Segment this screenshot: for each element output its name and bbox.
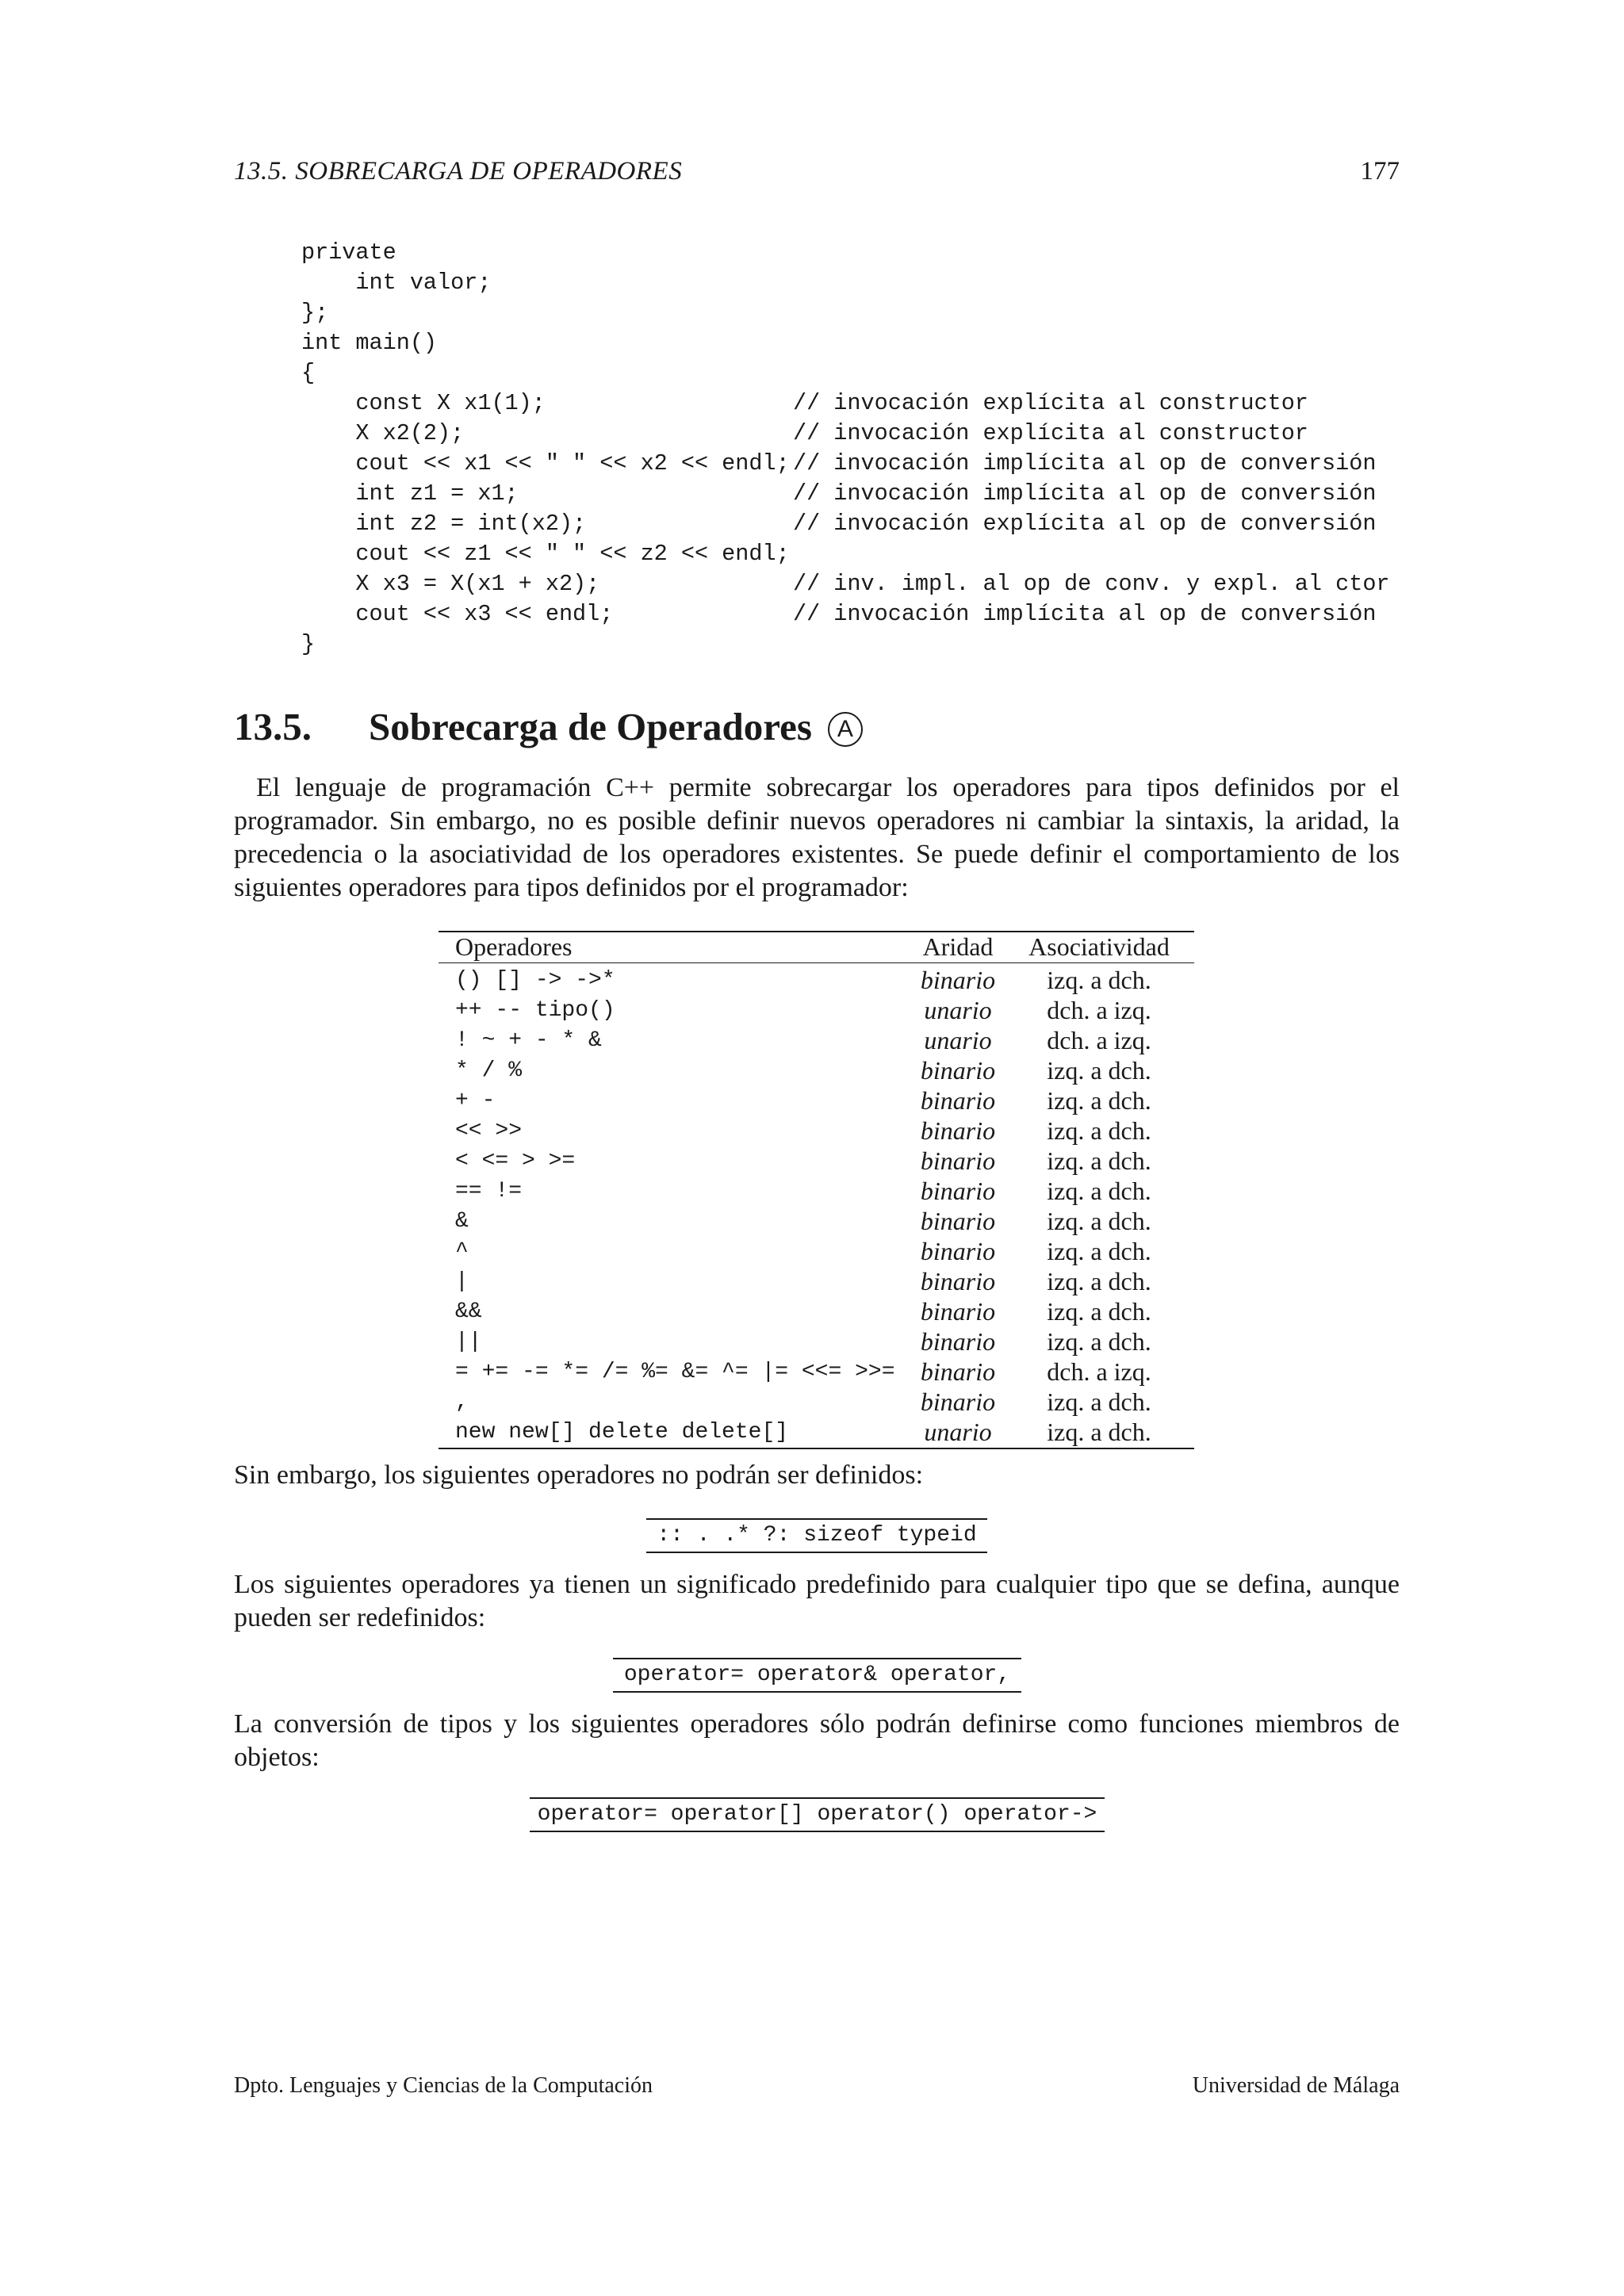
table-row	[439, 1267, 1194, 1297]
associativity-cell: izq. a dch.	[1047, 1116, 1151, 1145]
code-statement: int z2 = int(x2);	[301, 511, 587, 537]
associativity-cell: dch. a izq.	[1047, 1357, 1151, 1386]
code-statement: };	[301, 300, 329, 326]
arity-cell: binario	[920, 1086, 996, 1115]
code-statement: private	[301, 239, 396, 266]
page-number: 177	[1360, 157, 1400, 186]
arity-cell: binario	[920, 1237, 996, 1265]
header-associativity: Asociatividad	[1028, 932, 1170, 961]
members-only-operators-list: operator= operator[] operator() operator->	[530, 1797, 1105, 1832]
associativity-cell: izq. a dch.	[1047, 1267, 1151, 1295]
associativity-cell: izq. a dch.	[1047, 1207, 1151, 1235]
arity-cell: unario	[924, 1418, 992, 1446]
operator-cell: |	[455, 1269, 469, 1294]
operator-cell: &	[455, 1209, 469, 1234]
table-row	[439, 1297, 1194, 1327]
code-comment: // invocación explícita al op de conversión	[793, 511, 1377, 537]
arity-cell: unario	[924, 996, 992, 1024]
operator-cell: ,	[455, 1390, 469, 1414]
table-row	[439, 1207, 1194, 1237]
arity-cell: binario	[920, 1387, 996, 1416]
table-row	[439, 996, 1194, 1026]
operator-cell: ||	[455, 1330, 482, 1354]
code-statement: cout << x3 << endl;	[301, 601, 614, 627]
code-statement: const X x1(1);	[301, 390, 546, 416]
code-statement: cout << x1 << " " << x2 << endl;	[301, 450, 790, 476]
code-comment: // invocación implícita al op de conversión	[793, 450, 1377, 476]
arity-cell: binario	[920, 1207, 996, 1235]
operator-cell: << >>	[455, 1119, 523, 1143]
table-row	[439, 1086, 1194, 1116]
associativity-cell: izq. a dch.	[1047, 966, 1151, 994]
code-statement: int valor;	[301, 270, 492, 296]
arity-cell: binario	[920, 1267, 996, 1295]
code-statement: int main()	[301, 330, 438, 356]
table-row	[439, 1177, 1194, 1207]
associativity-cell: izq. a dch.	[1047, 1297, 1151, 1326]
operator-cell: () [] -> ->*	[455, 968, 615, 993]
predefined-paragraph: Los siguientes operadores ya tienen un significado predefinido para cualquier tipo que se defina, aunque pueden ser redefinidos:	[234, 1570, 1400, 1632]
operator-cell: &&	[455, 1299, 482, 1324]
code-comment: // invocación implícita al op de conversión	[793, 601, 1377, 627]
table-row	[439, 966, 1194, 996]
table-row	[439, 1116, 1194, 1146]
table-row	[439, 1026, 1194, 1056]
predefined-operators-list: operator= operator& operator,	[613, 1658, 1021, 1693]
operator-cell: ! ~ + - * &	[455, 1028, 602, 1053]
arity-cell: binario	[920, 1327, 996, 1356]
arity-cell: binario	[920, 1056, 996, 1085]
table-body	[439, 966, 1194, 1448]
code-statement: int z1 = x1;	[301, 480, 519, 507]
table-row	[439, 1357, 1194, 1387]
arity-cell: binario	[920, 1297, 996, 1326]
associativity-cell: dch. a izq.	[1047, 996, 1151, 1024]
operator-cell: = += -= *= /= %= &= ^= |= <<= >>=	[455, 1360, 895, 1384]
table-row	[439, 1146, 1194, 1177]
associativity-cell: izq. a dch.	[1047, 1056, 1151, 1085]
table-row	[439, 1418, 1194, 1448]
operators-table	[439, 931, 1194, 1449]
code-statement: X x3 = X(x1 + x2);	[301, 571, 600, 597]
table-header-row	[439, 932, 1194, 963]
associativity-cell: dch. a izq.	[1047, 1026, 1151, 1054]
arity-cell: unario	[924, 1026, 992, 1054]
operator-cell: * / %	[455, 1058, 523, 1083]
associativity-cell: izq. a dch.	[1047, 1086, 1151, 1115]
arity-cell: binario	[920, 1116, 996, 1145]
non-definable-operators-list: :: . .* ?: sizeof typeid	[646, 1518, 987, 1553]
code-comment: // invocación explícita al constructor	[793, 420, 1308, 446]
footer-department: Dpto. Lenguajes y Ciencias de la Computación	[234, 2073, 653, 2098]
code-comment: // invocación implícita al op de conversión	[793, 480, 1377, 507]
code-statement: }	[301, 631, 316, 657]
associativity-cell: izq. a dch.	[1047, 1327, 1151, 1356]
associativity-cell: izq. a dch.	[1047, 1418, 1151, 1446]
advanced-badge-icon: A	[828, 712, 863, 747]
intro-paragraph: El lenguaje de programación C++ permite sobrecargar los operadores para tipos definidos por el programador. Sin embargo, no es posible definir nuevos operadores ni cambiar la sintaxis, la aridad, la precedencia o la asociatividad de los operadores existentes. Se puede definir el comportamiento de los siguientes operadores para tipos definidos por el programador:	[234, 773, 1400, 902]
header-arity: Aridad	[922, 932, 994, 961]
code-statement: X x2(2);	[301, 420, 465, 446]
associativity-cell: izq. a dch.	[1047, 1146, 1151, 1175]
arity-cell: binario	[920, 1357, 996, 1386]
header-operators: Operadores	[455, 932, 573, 961]
arity-cell: binario	[920, 1146, 996, 1175]
table-row	[439, 1327, 1194, 1357]
associativity-cell: izq. a dch.	[1047, 1387, 1151, 1416]
running-title: 13.5. SOBRECARGA DE OPERADORES	[234, 157, 683, 186]
section-number: 13.5.	[234, 705, 312, 748]
code-comment: // invocación explícita al constructor	[793, 390, 1308, 416]
non-definable-paragraph: Sin embargo, los siguientes operadores no podrán ser definidos:	[234, 1460, 924, 1490]
associativity-cell: izq. a dch.	[1047, 1177, 1151, 1205]
operator-cell: + -	[455, 1089, 496, 1113]
associativity-cell: izq. a dch.	[1047, 1237, 1151, 1265]
table-row	[439, 1056, 1194, 1086]
operator-cell: ++ -- tipo()	[455, 998, 615, 1023]
operator-cell: ^	[455, 1239, 469, 1264]
section-heading	[234, 704, 863, 749]
section-title: Sobrecarga de Operadores	[369, 705, 812, 748]
code-comment: // inv. impl. al op de conv. y expl. al ctor	[793, 571, 1390, 597]
table-row	[439, 1237, 1194, 1267]
code-statement: {	[301, 360, 316, 386]
operator-cell: new new[] delete delete[]	[455, 1420, 789, 1445]
table-row	[439, 1387, 1194, 1418]
arity-cell: binario	[920, 1177, 996, 1205]
arity-cell: binario	[920, 966, 996, 994]
code-statement: cout << z1 << " " << z2 << endl;	[301, 541, 790, 567]
members-only-paragraph: La conversión de tipos y los siguientes operadores sólo podrán definirse como funciones miembros de objetos:	[234, 1709, 1400, 1772]
operator-cell: < <= > >=	[455, 1149, 576, 1173]
operator-cell: == !=	[455, 1179, 523, 1203]
footer-university: Universidad de Málaga	[1192, 2073, 1400, 2098]
